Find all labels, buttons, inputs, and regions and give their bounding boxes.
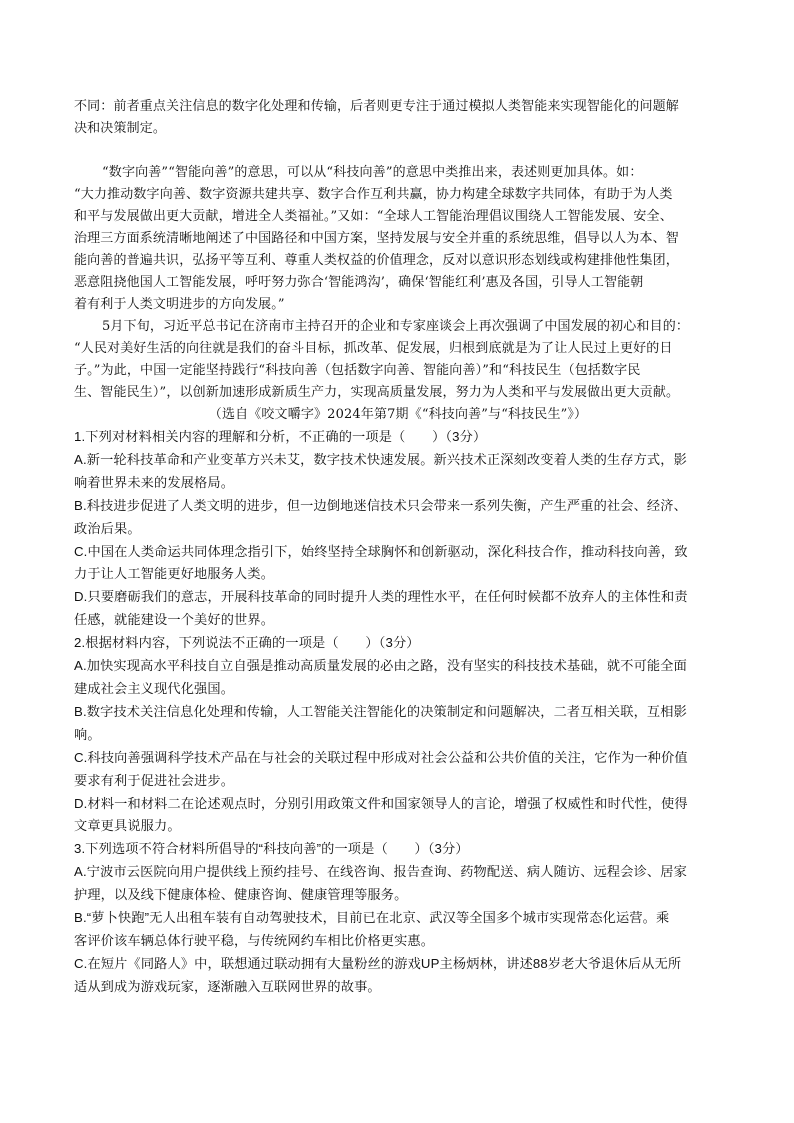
text-line: B.数字技术关注信息化处理和传输，人工智能关注智能化的决策制定和问题解决，二者互相关联，互相影 bbox=[74, 703, 687, 719]
text-line: “大力推动数字向善、数字资源共建共享、数字合作互利共赢，协力构建全球数字共同体，有助于为人类 bbox=[74, 187, 673, 202]
option-d bbox=[74, 586, 722, 632]
text-line: 治理三方面系统清晰地阐述了中国路径和中国方案，坚持发展与安全并重的系统思维，倡导以人为本、智 bbox=[74, 231, 679, 246]
text-line: C.中国在人类命运共同体理念指引下，始终坚持全球胸怀和创新驱动，深化科技合作，推动科技向善，致 bbox=[74, 543, 688, 559]
text-line: 任感，就能建设一个美好的世界。 bbox=[74, 612, 275, 628]
question-stem: 1.下列对材料相关内容的理解和分析，不正确的一项是（ ）（3分） bbox=[74, 429, 487, 444]
question-1 bbox=[74, 426, 722, 632]
option-b bbox=[74, 701, 722, 747]
text-line: 力于让人工智能更好地服务人类。 bbox=[74, 566, 275, 582]
text-line: 和平与发展做出更大贡献，增进全人类福祉。”又如：“全球人工智能治理倡议围绕人工智能发展、安全、 bbox=[74, 209, 673, 224]
option-a bbox=[74, 449, 722, 495]
source-citation: （选自《咬文嚼字》2024年第7期《“科技向善”与“科技民生”》） bbox=[208, 407, 588, 422]
text-line: A.加快实现高水平科技自立自强是推动高质量发展的必由之路，没有坚实的科技技术基础，就不可能全面 bbox=[74, 658, 687, 674]
text-line: 文章更具说服力。 bbox=[74, 818, 181, 834]
option-c bbox=[74, 953, 722, 999]
option-b bbox=[74, 907, 722, 953]
text-line: 着有利于人类文明进步的方向发展。” bbox=[74, 297, 285, 312]
option-b bbox=[74, 495, 722, 541]
text-line: 响。 bbox=[74, 726, 101, 742]
question-stem: 3.下列选项不符合材料所倡导的“科技向善”的一项是（ ）（3分） bbox=[74, 841, 469, 857]
text-line: C.科技向善强调科学技术产品在与社会的关联过程中形成对社会公益和公共价值的关注，它作为一种价值 bbox=[74, 749, 688, 765]
text-line: B.科技进步促进了人类文明的进步，但一边倒地迷信技术只会带来一系列失衡，产生严重的社会、经济、 bbox=[74, 497, 687, 513]
text-line: 响着世界未来的发展格局。 bbox=[74, 474, 235, 490]
text-line: 子。”为此，中国一定能坚持践行“科技向善（包括数字向善、智能向善）”和“科技民生（包括数字民 bbox=[74, 363, 641, 378]
text-line: “人民对美好生活的向往就是我们的奋斗目标，抓改革、促发展，归根到底就是为了让人民过上更好的日 bbox=[74, 341, 673, 356]
material-paragraph-2 bbox=[74, 316, 722, 426]
question-3 bbox=[74, 838, 722, 998]
text-line: B.“萝卜快跑”无人出租车装有自动驾驶技术，目前已在北京、武汉等全国多个城市实现常态化运营。乘 bbox=[74, 910, 670, 926]
question-2 bbox=[74, 632, 722, 838]
questions-section bbox=[74, 426, 722, 999]
question-stem: 2.根据材料内容，下列说法不正确的一项是（ ）（3分） bbox=[74, 635, 420, 651]
text-line: D.材料一和材料二在论述观点时，分别引用政策文件和国家领导人的言论，增强了权威性和时代性，使得 bbox=[74, 795, 688, 811]
text-line: 要求有利于促进社会进步。 bbox=[74, 772, 235, 788]
text-line: 适从到成为游戏玩家，逐渐融入互联网世界的故事。 bbox=[74, 978, 381, 994]
option-a bbox=[74, 655, 722, 701]
option-c bbox=[74, 541, 722, 587]
text-line: 护理，以及线下健康体检、健康咨询、健康管理等服务。 bbox=[74, 887, 408, 903]
option-d bbox=[74, 793, 722, 839]
text-line: 生、智能民生）”，以创新加速形成新质生产力，实现高质量发展，努力为人类和平与发展做出更大贡献。 bbox=[74, 385, 680, 400]
text-line: C.在短片《同路人》中，联想通过联动拥有大量粉丝的游戏UP主杨炳林，讲述88岁老大爷退休后从无所 bbox=[74, 955, 682, 971]
text-line: 客评价该车辆总体行驶平稳，与传统网约车相比价格更实惠。 bbox=[74, 932, 435, 948]
intro-paragraph bbox=[74, 96, 722, 140]
text-line: “数字向善”“智能向善”的意思，可以从“科技向善”的意思中类推出来，表述则更加具体。如： bbox=[102, 165, 643, 180]
text-line: 不同：前者重点关注信息的数字化处理和传输，后者则更专注于通过模拟人类智能来实现智能化的问题解 bbox=[74, 99, 679, 114]
text-line: D.只要磨砺我们的意志，开展科技革命的同时提升人类的理性水平，在任何时候都不放弃人的主体性和责 bbox=[74, 589, 688, 605]
text-line: 恶意阻挠他国人工智能发展，呼吁努力弥合‘智能鸿沟’，确保‘智能红利’惠及各国，引导人工智能朝 bbox=[74, 275, 644, 290]
text-line: 5月下旬，习近平总书记在济南市主持召开的企业和专家座谈会上再次强调了中国发展的初心和目的： bbox=[102, 319, 690, 334]
text-line: 能向善的普遍共识，弘扬平等互利、尊重人类权益的价值理念，反对以意识形态划线或构建排他性集团， bbox=[74, 253, 679, 268]
text-line: 政治后果。 bbox=[74, 520, 141, 536]
option-a bbox=[74, 861, 722, 907]
text-line: A.宁波市云医院向用户提供线上预约挂号、在线咨询、报告查询、药物配送、病人随访、远程会诊、居家 bbox=[74, 864, 687, 880]
text-line: 建成社会主义现代化强国。 bbox=[74, 680, 235, 696]
text-line: 决和决策制定。 bbox=[74, 121, 167, 136]
option-c bbox=[74, 747, 722, 793]
material-paragraph-1 bbox=[74, 162, 722, 316]
text-line: A.新一轮科技革命和产业变革方兴未艾，数字技术快速发展。新兴技术正深刻改变着人类的生存方式，影 bbox=[74, 451, 687, 467]
